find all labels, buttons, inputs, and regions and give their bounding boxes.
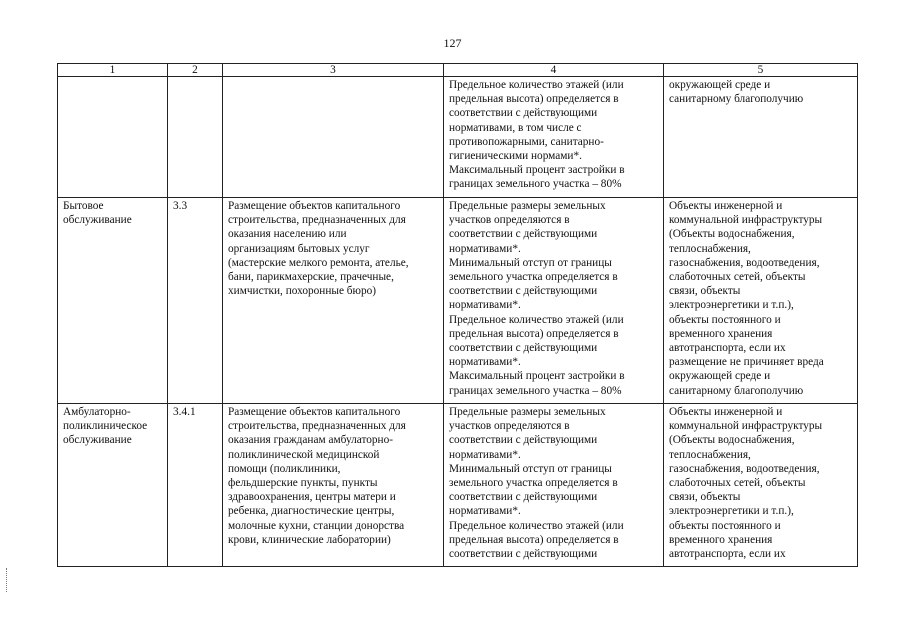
header-col-2: 2 bbox=[168, 64, 223, 77]
header-col-4: 4 bbox=[444, 64, 664, 77]
header-row bbox=[58, 64, 858, 77]
use-name-cell bbox=[58, 77, 168, 198]
conditional-objects-cell: Объекты инженерной и коммунальной инфраструктуры (Объекты водоснабжения, теплоснабжения, газоснабжения, водоотведения, слаботочных сетей, объекты связи, объекты электроэнергетики и т.п.), объекты постоянного и временного хранения автотранспорта, если их размещение не причиняет вреда окружающей среде и санитарному благополучию bbox=[664, 198, 858, 404]
header-col-1: 1 bbox=[58, 64, 168, 77]
use-description-cell bbox=[223, 77, 444, 198]
parameters-cell: Предельные размеры земельных участков определяются в соответствии с действующими нормативами*. Минимальный отступ от границы земельного участка определяется в соответствии с действующими нормативами*. Предельное количество этажей (или предельная высота) определяется в соответствии с действующими bbox=[444, 404, 664, 567]
scan-artifact bbox=[6, 568, 8, 592]
conditional-objects-cell: Объекты инженерной и коммунальной инфраструктуры (Объекты водоснабжения, теплоснабжения, газоснабжения, водоотведения, слаботочных сетей, объекты связи, объекты электроэнергетики и т.п.), объекты постоянного и временного хранения автотранспорта, если их bbox=[664, 404, 858, 567]
use-code-cell: 3.3 bbox=[168, 198, 223, 404]
parameters-cell: Предельное количество этажей (или предельная высота) определяется в соответствии с действующими нормативами, в том числе с противопожарными, санитарно- гигиеническими нормами*. Максимальный процент застройки в границах земельного участка – 80% bbox=[444, 77, 664, 198]
use-description-cell: Размещение объектов капитального строительства, предназначенных для оказания населению или организациям бытовых услуг (мастерские мелкого ремонта, ателье, бани, парикмахерские, прачечные, химчистки, похоронные бюро) bbox=[223, 198, 444, 404]
use-code-cell bbox=[168, 77, 223, 198]
table-row bbox=[58, 77, 858, 198]
use-name-cell: Бытовое обслуживание bbox=[58, 198, 168, 404]
table-row bbox=[58, 404, 858, 567]
use-code-cell: 3.4.1 bbox=[168, 404, 223, 567]
conditional-objects-cell: окружающей среде и санитарному благополучию bbox=[664, 77, 858, 198]
land-use-table bbox=[57, 63, 858, 567]
use-name-cell: Амбулаторно- поликлиническое обслуживание bbox=[58, 404, 168, 567]
table-row bbox=[58, 198, 858, 404]
page-number: 127 bbox=[443, 36, 462, 50]
header-col-5: 5 bbox=[664, 64, 858, 77]
header-col-3: 3 bbox=[223, 64, 444, 77]
use-description-cell: Размещение объектов капитального строительства, предназначенных для оказания гражданам амбулаторно- поликлинической медицинской помощи (поликлиники, фельдшерские пункты, пункты здравоохранения, центры матери и ребенка, диагностические центры, молочные кухни, станции донорства крови, клинические лаборатории) bbox=[223, 404, 444, 567]
parameters-cell: Предельные размеры земельных участков определяются в соответствии с действующими нормативами*. Минимальный отступ от границы земельного участка определяется в соответствии с действующими нормативами*. Предельное количество этажей (или предельная высота) определяется в соответствии с действующими нормативами*. Максимальный процент застройки в границах земельного участка – 80% bbox=[444, 198, 664, 404]
